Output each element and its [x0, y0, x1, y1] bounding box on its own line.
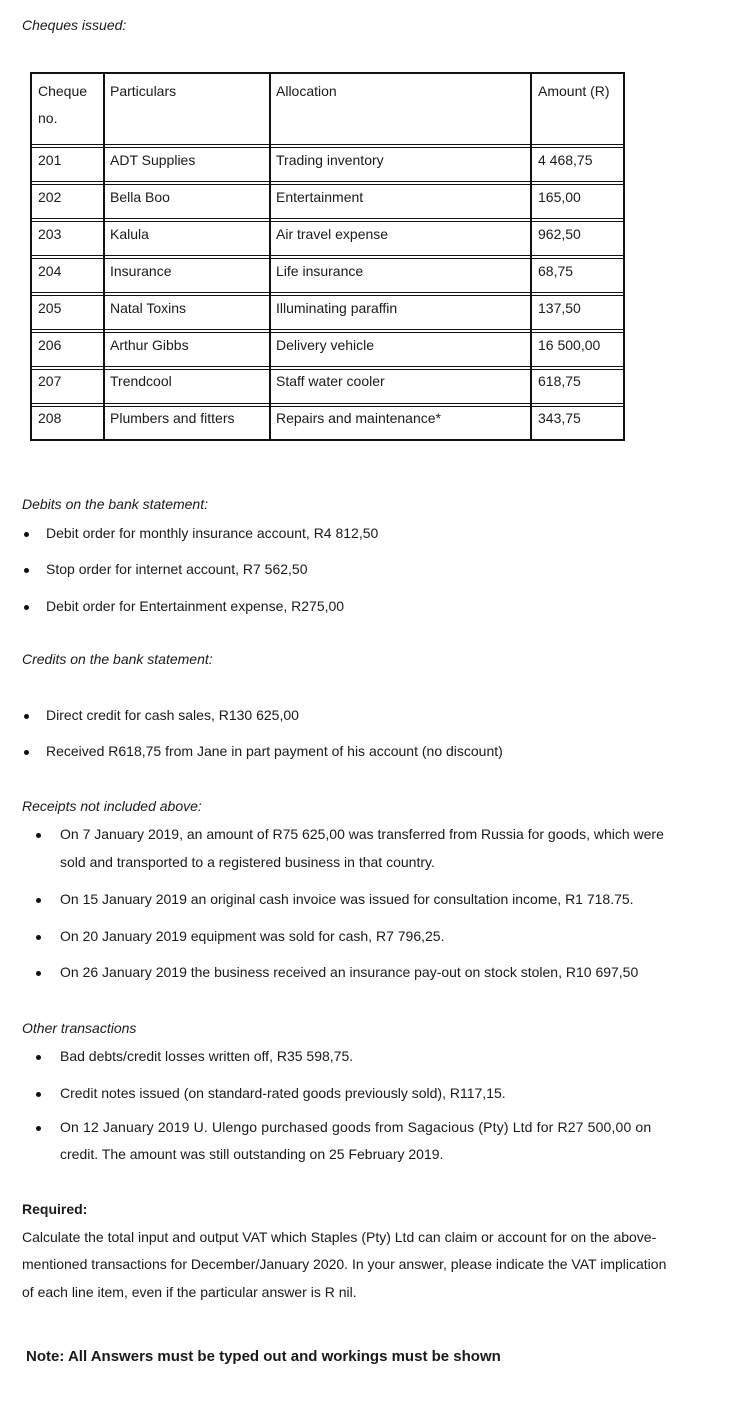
cell-allocation: Trading inventory: [276, 152, 384, 168]
bullet-icon: [36, 1126, 41, 1131]
bullet-icon: [24, 532, 29, 537]
header-particulars: Particulars: [110, 83, 177, 99]
list-item: Received R618,75 from Jane in part payment of his account (no discount): [46, 743, 503, 759]
other-heading: Other transactions: [22, 1020, 137, 1036]
cell-allocation: Entertainment: [276, 189, 364, 205]
cell-particulars: Trendcool: [110, 373, 172, 389]
cell-cheque-no: 202: [38, 189, 62, 205]
bullet-icon: [36, 833, 41, 838]
cell-amount: 16 500,00: [538, 337, 601, 353]
cell-amount: 68,75: [538, 263, 574, 279]
cell-amount: 962,50: [538, 226, 581, 242]
cell-amount: 618,75: [538, 373, 581, 389]
cell-cheque-no: 201: [38, 152, 62, 168]
cell-cheque-no: 208: [38, 410, 62, 426]
table-row-divider: [32, 366, 623, 370]
list-item: On 7 January 2019, an amount of R75 625,00 was transferred from Russia for goods, which were: [60, 826, 664, 842]
bullet-icon: [36, 971, 41, 976]
cell-allocation: Staff water cooler: [276, 373, 385, 389]
list-item-continuation: credit. The amount was still outstanding on 25 February 2019.: [60, 1146, 444, 1162]
bullet-icon: [36, 1055, 41, 1060]
table-row-divider: [32, 181, 623, 185]
cell-allocation: Air travel expense: [276, 226, 389, 242]
header-allocation: Allocation: [276, 83, 337, 99]
cell-particulars: Arthur Gibbs: [110, 337, 189, 353]
list-item: On 15 January 2019 an original cash invoice was issued for consultation income, R1 718.75.: [60, 891, 634, 907]
cell-cheque-no: 205: [38, 300, 62, 316]
cell-amount: 165,00: [538, 189, 581, 205]
list-item: On 26 January 2019 the business received an insurance pay-out on stock stolen, R10 697,50: [60, 964, 639, 980]
bullet-icon: [24, 605, 29, 610]
header-cheque-no-line2: no.: [38, 110, 58, 126]
required-text: mentioned transactions for December/January 2020. In your answer, please indicate the VAT implication: [22, 1256, 667, 1272]
bullet-icon: [24, 714, 29, 719]
cell-particulars: Bella Boo: [110, 189, 170, 205]
cell-cheque-no: 206: [38, 337, 62, 353]
bullet-icon: [36, 1092, 41, 1097]
cheques-heading: Cheques issued:: [22, 17, 127, 33]
table-row-divider: [32, 255, 623, 259]
list-item: Stop order for internet account, R7 562,50: [46, 561, 308, 577]
cell-particulars: Natal Toxins: [110, 300, 187, 316]
cell-particulars: Insurance: [110, 263, 172, 279]
table-row-divider: [32, 329, 623, 333]
list-item: On 20 January 2019 equipment was sold for cash, R7 796,25.: [60, 928, 445, 944]
list-item: Bad debts/credit losses written off, R35 598,75.: [60, 1048, 354, 1064]
note-text: Note: All Answers must be typed out and workings must be shown: [26, 1348, 501, 1365]
cell-particulars: Kalula: [110, 226, 149, 242]
table-row-divider: [32, 292, 623, 296]
cell-amount: 343,75: [538, 410, 581, 426]
cheques-table: [30, 72, 625, 441]
table-row-divider: [32, 144, 623, 148]
cell-cheque-no: 203: [38, 226, 62, 242]
cell-allocation: Repairs and maintenance*: [276, 410, 441, 426]
list-item-continuation: sold and transported to a registered business in that country.: [60, 854, 435, 870]
required-text: Calculate the total input and output VAT which Staples (Pty) Ltd can claim or account for on the above-: [22, 1229, 657, 1245]
required-text: of each line item, even if the particular answer is R nil.: [22, 1284, 357, 1300]
bullet-icon: [24, 568, 29, 573]
bullet-icon: [36, 935, 41, 940]
cell-allocation: Life insurance: [276, 263, 364, 279]
list-item: Credit notes issued (on standard-rated goods previously sold), R117,15.: [60, 1085, 506, 1101]
header-cheque-no: Cheque: [38, 83, 88, 99]
cell-allocation: Delivery vehicle: [276, 337, 375, 353]
debits-heading: Debits on the bank statement:: [22, 496, 208, 512]
list-item: Debit order for Entertainment expense, R275,00: [46, 598, 345, 614]
cell-allocation: Illuminating paraffin: [276, 300, 398, 316]
cell-amount: 137,50: [538, 300, 581, 316]
bullet-icon: [24, 750, 29, 755]
cell-particulars: Plumbers and fitters: [110, 410, 235, 426]
header-amount: Amount (R): [538, 83, 610, 99]
bullet-icon: [36, 898, 41, 903]
list-item: On 12 January 2019 U. Ulengo purchased goods from Sagacious (Pty) Ltd for R27 500,00 on: [60, 1119, 652, 1135]
cell-cheque-no: 207: [38, 373, 62, 389]
cell-particulars: ADT Supplies: [110, 152, 196, 168]
cell-cheque-no: 204: [38, 263, 62, 279]
cell-amount: 4 468,75: [538, 152, 593, 168]
required-heading: Required:: [22, 1201, 88, 1217]
list-item: Debit order for monthly insurance account, R4 812,50: [46, 525, 379, 541]
list-item: Direct credit for cash sales, R130 625,00: [46, 707, 299, 723]
table-row-divider: [32, 403, 623, 407]
receipts-heading: Receipts not included above:: [22, 798, 202, 814]
credits-heading: Credits on the bank statement:: [22, 651, 213, 667]
table-row-divider: [32, 218, 623, 222]
